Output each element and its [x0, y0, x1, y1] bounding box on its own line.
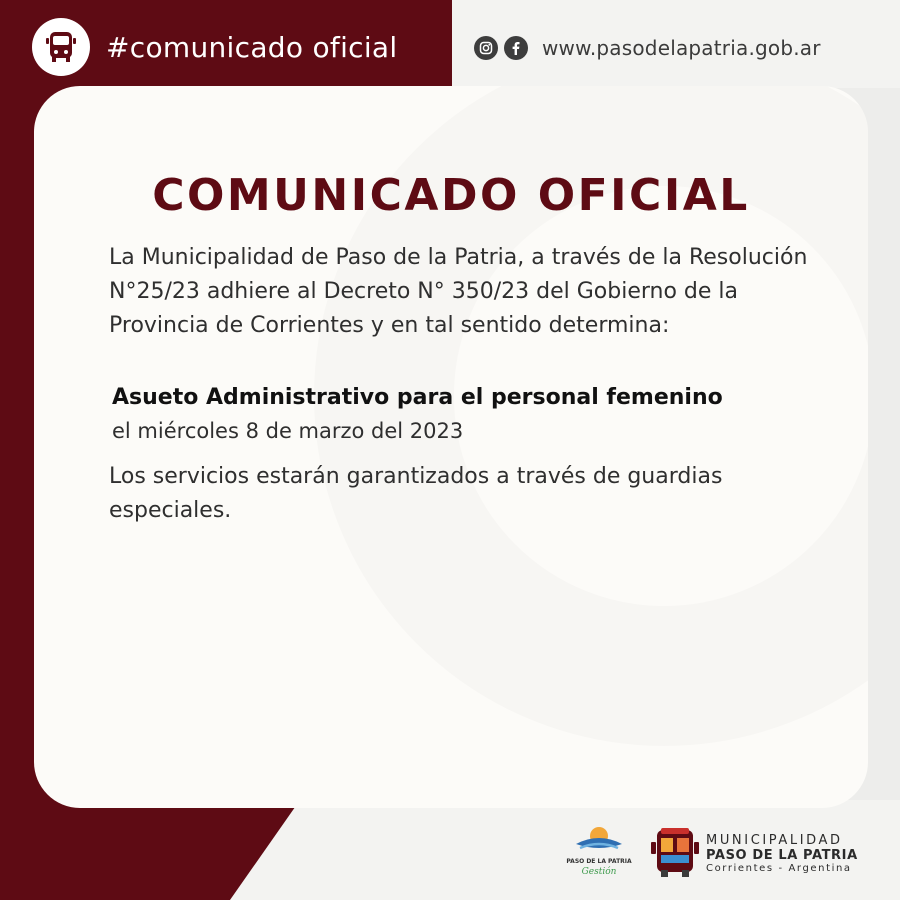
- social-links: [474, 36, 821, 60]
- notice-date-line: el miércoles 8 de marzo del 2023: [112, 419, 464, 443]
- notice-paragraph-1: La Municipalidad de Paso de la Patria, a través de la Resolución N°25/23 adhiere al Decreto N° 350/23 del Gobierno de la Provincia de Corrientes y en tal sentido determina:: [109, 245, 808, 338]
- bus-icon: [32, 18, 90, 76]
- notice-emphasis: Asueto Administrativo para el personal femenino: [112, 385, 723, 410]
- municipality-line-3: Corrientes - Argentina: [706, 863, 852, 874]
- website-link[interactable]: www.pasodelapatria.gob.ar: [542, 36, 821, 60]
- gestion-logo: [566, 822, 632, 888]
- notice-paragraph-2: Los servicios estarán garantizados a través de guardias especiales.: [109, 464, 723, 523]
- municipality-wordmark: [706, 834, 858, 874]
- hashtag-header: [32, 17, 397, 77]
- facebook-icon[interactable]: [504, 36, 528, 60]
- municipality-crest-icon: [651, 826, 699, 878]
- gestion-logo-caption: PASO DE LA PATRIA: [566, 858, 632, 865]
- notice-card: [34, 86, 868, 808]
- notice-title: COMUNICADO OFICIAL: [152, 170, 750, 221]
- gestion-logo-script: Gestión: [581, 867, 617, 877]
- municipality-line-1: MUNICIPALIDAD: [706, 833, 843, 848]
- municipality-line-2: PASO DE LA PATRIA: [706, 848, 858, 863]
- hashtag-text: #comunicado oficial: [106, 30, 398, 64]
- instagram-icon[interactable]: [474, 36, 498, 60]
